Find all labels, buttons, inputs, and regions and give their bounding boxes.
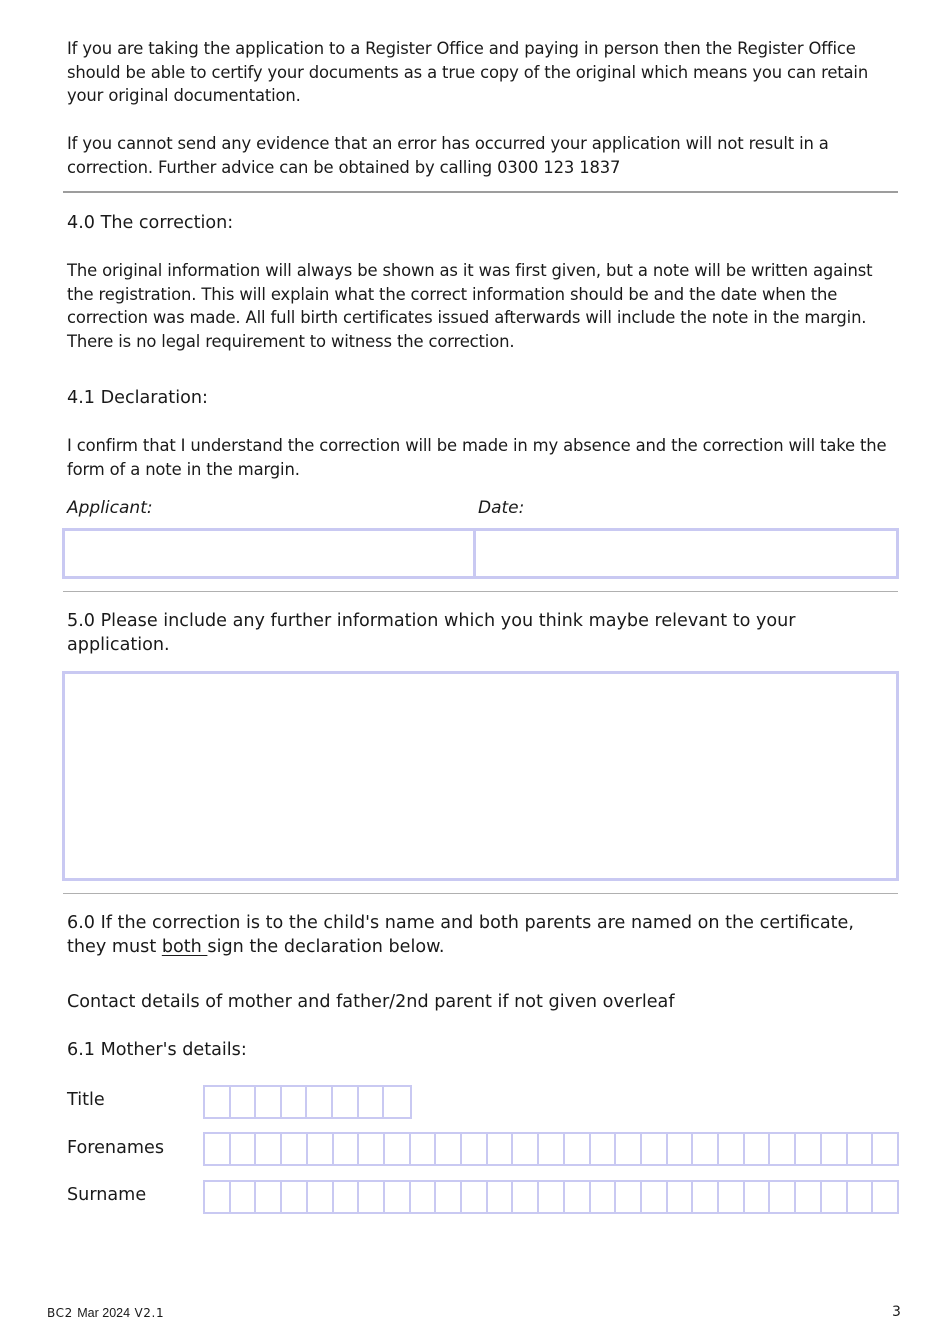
character-box[interactable] — [205, 1182, 231, 1212]
character-box[interactable] — [796, 1182, 822, 1212]
section-4-1-heading: 4.1 Declaration: — [67, 388, 208, 408]
intro-paragraph-2: If you cannot send any evidence that an error has occurred your application will not result in a correction. Further advice can be obtained by calling 0300 123 1837 — [67, 134, 829, 177]
character-box[interactable] — [848, 1182, 874, 1212]
character-box[interactable] — [334, 1134, 360, 1164]
character-box[interactable] — [873, 1134, 897, 1164]
character-box[interactable] — [616, 1134, 642, 1164]
forenames-input[interactable] — [203, 1132, 899, 1166]
character-box[interactable] — [770, 1182, 796, 1212]
character-box[interactable] — [668, 1134, 694, 1164]
character-box[interactable] — [256, 1087, 282, 1117]
character-box[interactable] — [231, 1134, 257, 1164]
character-box[interactable] — [436, 1182, 462, 1212]
character-box[interactable] — [693, 1134, 719, 1164]
section-divider — [63, 191, 898, 193]
character-box[interactable] — [719, 1182, 745, 1212]
section-4-0-body: The original information will always be shown as it was first given, but a note will be written against the registration. This will explain what the correct information should be and the date when the correction was made. All full birth certificates issued afterwards will include the note in the margin. There is no legal requirement to witness the correction. — [67, 261, 873, 351]
character-box[interactable] — [205, 1134, 231, 1164]
character-box[interactable] — [565, 1182, 591, 1212]
character-box[interactable] — [384, 1087, 410, 1117]
character-box[interactable] — [513, 1182, 539, 1212]
page-number: 3 — [892, 1304, 901, 1320]
character-box[interactable] — [488, 1182, 514, 1212]
intro-paragraph-1: If you are taking the application to a Register Office and paying in person then the Register Office should be able to certify your documents as a true copy of the original which means you can retain your original documentation. — [67, 39, 869, 106]
applicant-signature-field[interactable] — [62, 528, 476, 579]
title-label: Title — [67, 1090, 105, 1110]
character-box[interactable] — [642, 1182, 668, 1212]
character-box[interactable] — [359, 1134, 385, 1164]
character-box[interactable] — [591, 1182, 617, 1212]
character-box[interactable] — [565, 1134, 591, 1164]
character-box[interactable] — [848, 1134, 874, 1164]
character-box[interactable] — [488, 1134, 514, 1164]
character-box[interactable] — [307, 1087, 333, 1117]
contact-details-note: Contact details of mother and father/2nd parent if not given overleaf — [67, 992, 675, 1012]
declaration-text: I confirm that I understand the correction will be made in my absence and the correction will take the form of a note in the margin. — [67, 436, 887, 479]
character-box[interactable] — [719, 1134, 745, 1164]
character-box[interactable] — [385, 1182, 411, 1212]
surname-label: Surname — [67, 1185, 147, 1205]
character-box[interactable] — [796, 1134, 822, 1164]
section-5-0-heading: 5.0 Please include any further information which you think maybe relevant to your application. — [67, 611, 796, 655]
character-box[interactable] — [282, 1182, 308, 1212]
section-divider — [63, 893, 898, 894]
character-box[interactable] — [822, 1134, 848, 1164]
forenames-label: Forenames — [67, 1138, 164, 1158]
character-box[interactable] — [513, 1134, 539, 1164]
character-box[interactable] — [436, 1134, 462, 1164]
character-box[interactable] — [385, 1134, 411, 1164]
character-box[interactable] — [591, 1134, 617, 1164]
character-box[interactable] — [359, 1182, 385, 1212]
character-box[interactable] — [693, 1182, 719, 1212]
character-box[interactable] — [462, 1134, 488, 1164]
character-box[interactable] — [334, 1182, 360, 1212]
character-box[interactable] — [282, 1087, 308, 1117]
character-box[interactable] — [256, 1182, 282, 1212]
character-box[interactable] — [745, 1134, 771, 1164]
date-field[interactable] — [473, 528, 899, 579]
character-box[interactable] — [822, 1182, 848, 1212]
character-box[interactable] — [411, 1182, 437, 1212]
character-box[interactable] — [205, 1087, 231, 1117]
character-box[interactable] — [308, 1134, 334, 1164]
character-box[interactable] — [411, 1134, 437, 1164]
character-box[interactable] — [745, 1182, 771, 1212]
section-divider — [63, 591, 898, 592]
both-emphasis: both — [161, 937, 208, 957]
section-6-1-heading: 6.1 Mother's details: — [67, 1040, 247, 1060]
character-box[interactable] — [539, 1182, 565, 1212]
character-box[interactable] — [668, 1182, 694, 1212]
character-box[interactable] — [462, 1182, 488, 1212]
character-box[interactable] — [616, 1182, 642, 1212]
date-label: Date: — [478, 498, 525, 518]
character-box[interactable] — [282, 1134, 308, 1164]
character-box[interactable] — [642, 1134, 668, 1164]
character-box[interactable] — [333, 1087, 359, 1117]
character-box[interactable] — [359, 1087, 385, 1117]
character-box[interactable] — [231, 1182, 257, 1212]
character-box[interactable] — [231, 1087, 257, 1117]
section-6-0-heading: 6.0 If the correction is to the child's name and both parents are named on the certificate, they must both sign the declaration below. — [67, 913, 854, 957]
character-box[interactable] — [770, 1134, 796, 1164]
form-reference: BC2 Mar 2024 V2.1 — [47, 1306, 165, 1320]
character-box[interactable] — [539, 1134, 565, 1164]
applicant-label: Applicant: — [67, 498, 153, 518]
surname-input[interactable] — [203, 1180, 899, 1214]
title-input[interactable] — [203, 1085, 412, 1119]
character-box[interactable] — [873, 1182, 897, 1212]
further-information-textarea[interactable] — [62, 671, 899, 881]
section-4-0-heading: 4.0 The correction: — [67, 213, 234, 233]
character-box[interactable] — [308, 1182, 334, 1212]
character-box[interactable] — [256, 1134, 282, 1164]
